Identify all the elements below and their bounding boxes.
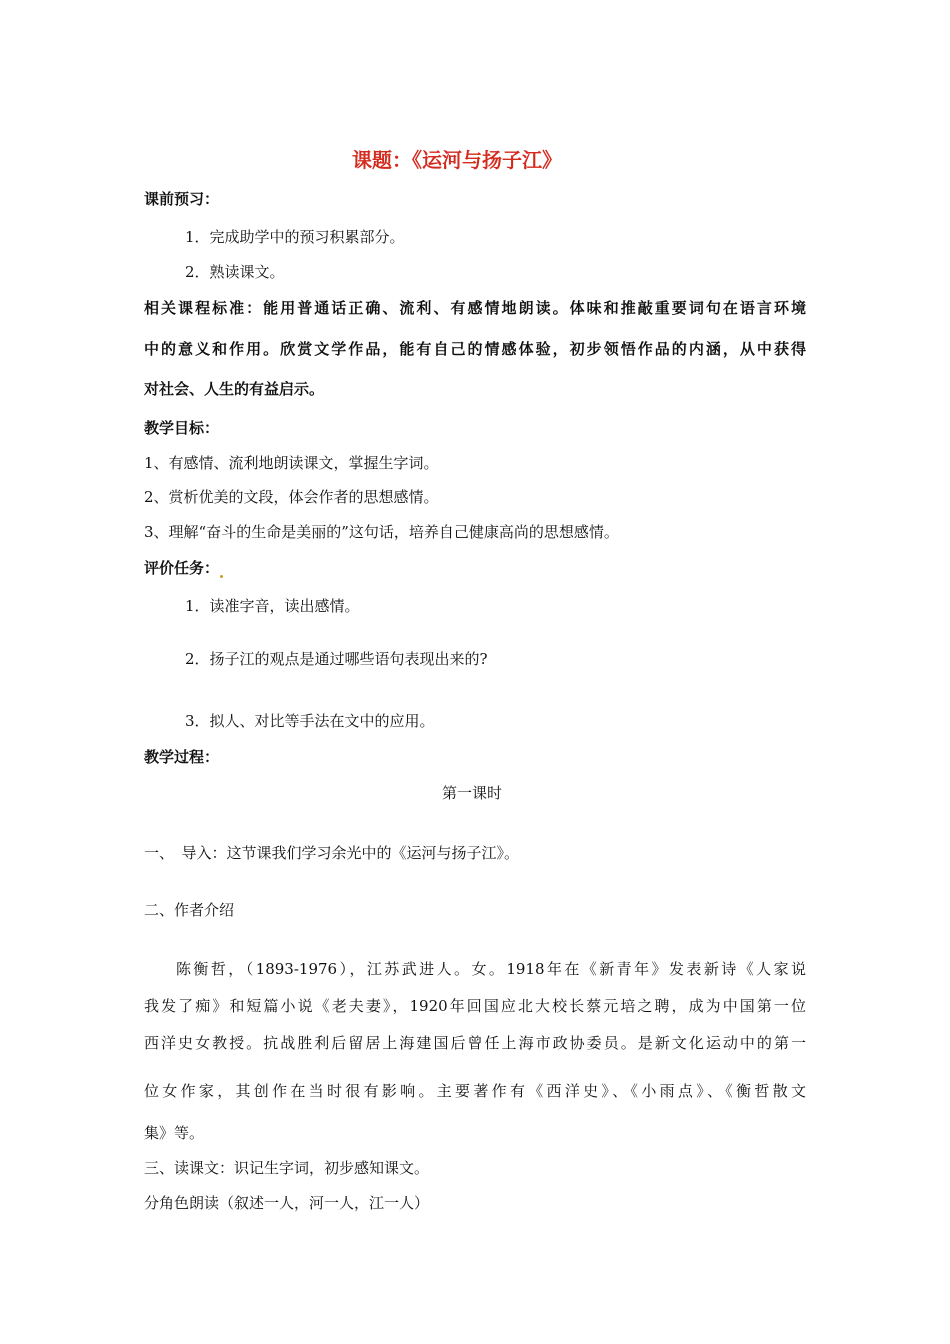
author-line-2: 我发了痴》和短篇小说《老夫妻》，1920年回国应北大校长蔡元培之聘，成为中国第一位 — [144, 997, 806, 1015]
preview-item-2: 2．熟读课文。 — [185, 263, 285, 281]
goal-item-3: 3、理解“奋斗的生命是美丽的”这句话，培养自己健康高尚的思想感情。 — [144, 523, 619, 541]
goal-item-2: 2、赏析优美的文段，体会作者的思想感情。 — [144, 488, 439, 506]
preview-item-1: 1．完成助学中的预习积累部分。 — [185, 228, 405, 246]
author-heading: 二、作者介绍 — [144, 901, 235, 919]
standard-line-1: 相关课程标准：能用普通话正确、流利、有感情地朗读。体味和推敲重要词句在语言环境 — [144, 299, 806, 317]
evaluation-item-2: 2．扬子江的观点是通过哪些语句表现出来的? — [185, 650, 488, 668]
process-heading: 教学过程： — [144, 748, 220, 766]
roles-line: 分角色朗读（叙述一人，河一人，江一人） — [144, 1194, 430, 1212]
goals-heading: 教学目标： — [144, 419, 220, 437]
page-title: 课题：《运河与扬子江》 — [352, 148, 562, 172]
evaluation-heading: 评价任务： — [144, 558, 224, 578]
author-line-1: 陈衡哲，（1893-1976），江苏武进人。女。1918年在《新青年》发表新诗《人家说 — [176, 960, 806, 978]
intro-line: 一、 导入：这节课我们学习余光中的《运河与扬子江》。 — [144, 844, 520, 862]
author-line-3: 西洋史女教授。抗战胜利后留居上海建国后曾任上海市政协委员。是新文化运动中的第一 — [144, 1034, 806, 1052]
standard-line-3: 对社会、人生的有益启示。 — [144, 380, 325, 398]
goal-item-1: 1、有感情、流利地朗读课文，掌握生字词。 — [144, 454, 439, 472]
standard-line-2: 中的意义和作用。欣赏文学作品，能有自己的情感体验，初步领悟作品的内涵，从中获得 — [144, 340, 806, 358]
evaluation-item-1: 1．读准字音，读出感情。 — [185, 597, 360, 615]
preview-heading: 课前预习： — [144, 190, 220, 208]
author-line-4: 位女作家，其创作在当时很有影响。主要著作有《西洋史》、《小雨点》、《衡哲散文 — [144, 1082, 806, 1100]
read-heading: 三、读课文：识记生字词，初步感知课文。 — [144, 1159, 430, 1177]
lesson-label: 第一课时 — [442, 784, 503, 802]
evaluation-item-3: 3．拟人、对比等手法在文中的应用。 — [185, 712, 435, 730]
author-line-5: 集》等。 — [144, 1124, 205, 1142]
mark-dot — [220, 575, 223, 578]
